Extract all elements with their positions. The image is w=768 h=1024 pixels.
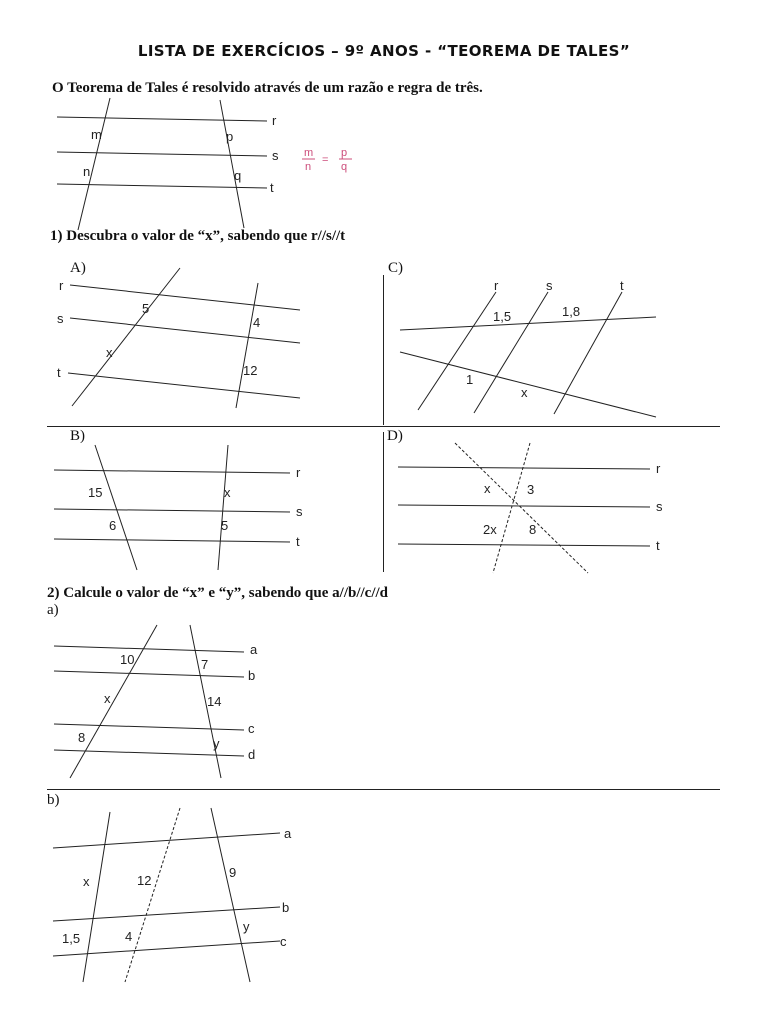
parallel-line-s (57, 152, 267, 156)
formula-den-q: q (341, 161, 348, 173)
line-label-b: b (282, 900, 290, 915)
line-horizontal-1 (400, 317, 656, 330)
line-label-r: r (59, 278, 64, 293)
line-label-r: r (494, 278, 499, 293)
parallel-line-s (54, 509, 290, 512)
intro-text: O Teorema de Tales é resolvido através de um razão e regra de três. (52, 80, 483, 96)
value-12: 12 (137, 873, 152, 888)
value-x: x (106, 345, 113, 360)
transversal-2 (125, 808, 180, 982)
line-label-c: c (248, 721, 255, 736)
line-label-t: t (620, 278, 624, 293)
line-label-a: a (284, 826, 292, 841)
value-14: 14 (207, 694, 222, 709)
value-1-8: 1,8 (562, 304, 581, 319)
value-4: 4 (253, 315, 261, 330)
parallel-line-a (54, 646, 244, 652)
line-label-t: t (57, 365, 61, 380)
value-4: 4 (125, 929, 133, 944)
page-title: LISTA DE EXERCÍCIOS – 9º ANOS - “TEOREMA DE TALES” (137, 42, 631, 60)
line-label-s: s (57, 311, 64, 326)
parallel-line-t (398, 544, 650, 546)
transversal-2 (218, 445, 228, 570)
line-label-s: s (296, 504, 303, 519)
value-1: 1 (466, 372, 474, 387)
formula-num-p: p (341, 147, 348, 159)
ratio-formula (302, 147, 352, 173)
figure-2a (54, 625, 258, 778)
transversal-1 (72, 268, 180, 406)
value-12: 12 (243, 363, 258, 378)
line-label-s: s (546, 278, 553, 293)
line-label-d: d (248, 747, 256, 762)
segment-label-p: p (226, 129, 234, 144)
value-3: 3 (527, 482, 535, 497)
line-label-s: s (656, 499, 663, 514)
part-label-A: A) (70, 260, 86, 276)
line-label-r: r (296, 465, 301, 480)
line-label-b: b (248, 668, 256, 683)
value-1-5: 1,5 (493, 309, 512, 324)
value-6: 6 (109, 518, 117, 533)
value-x: x (83, 874, 90, 889)
parallel-line-r (57, 117, 267, 121)
parallel-line-r (70, 285, 300, 310)
value-x: x (224, 485, 231, 500)
transversal-1 (83, 812, 110, 982)
value-2x: 2x (483, 522, 497, 537)
figure-2b (53, 808, 292, 982)
figure-intro (57, 98, 352, 230)
question-1: 1) Descubra o valor de “x”, sabendo que r//s//t (50, 228, 346, 244)
part-label-B: B) (70, 428, 85, 444)
parallel-line-t (68, 373, 300, 398)
figure-C (400, 278, 656, 417)
line-label-r: r (272, 113, 277, 128)
part-label-2b: b) (47, 792, 60, 808)
parallel-line-r (398, 467, 650, 469)
formula-num-m: m (304, 147, 314, 159)
value-5: 5 (142, 301, 150, 316)
line-label-a: a (250, 642, 258, 657)
parallel-line-s (398, 505, 650, 507)
parallel-line-b (54, 671, 244, 677)
transversal-2 (493, 443, 530, 573)
value-8: 8 (78, 730, 86, 745)
transversal-3 (211, 808, 250, 982)
line-horizontal-2 (400, 352, 656, 417)
value-1-5: 1,5 (62, 931, 81, 946)
value-x: x (484, 481, 491, 496)
segment-label-n: n (83, 164, 91, 179)
line-label-t: t (656, 538, 660, 553)
formula-equals: = (322, 154, 329, 166)
value-15: 15 (88, 485, 103, 500)
value-8: 8 (529, 522, 537, 537)
value-5: 5 (221, 518, 229, 533)
formula-den-n: n (305, 161, 312, 173)
parallel-line-t (54, 539, 290, 542)
part-label-C: C) (388, 260, 403, 276)
figure-A (57, 268, 300, 408)
parallel-line-a (53, 833, 280, 848)
line-label-t: t (270, 180, 274, 195)
parallel-line-r (54, 470, 290, 473)
line-label-t: t (296, 534, 300, 549)
transversal-2 (236, 283, 261, 408)
value-y: y (213, 736, 220, 751)
value-9: 9 (229, 865, 237, 880)
figure-B (54, 445, 303, 570)
line-label-s: s (272, 148, 279, 163)
line-label-r: r (656, 461, 661, 476)
line-label-c: c (280, 934, 287, 949)
segment-label-q: q (234, 168, 242, 183)
figure-D (398, 443, 663, 573)
value-x: x (104, 691, 111, 706)
value-x: x (521, 385, 528, 400)
transversal-2 (220, 100, 244, 228)
value-10: 10 (120, 652, 135, 667)
parallel-line-s (70, 318, 300, 343)
part-label-D: D) (387, 428, 403, 444)
part-label-2a: a) (47, 602, 59, 618)
question-2: 2) Calcule o valor de “x” e “y”, sabendo que a//b//c//d (47, 585, 388, 601)
transversal-1 (455, 443, 588, 573)
value-7: 7 (201, 657, 209, 672)
segment-label-m: m (91, 127, 102, 142)
transversal-1 (95, 445, 137, 570)
value-y: y (243, 919, 250, 934)
parallel-line-r (418, 292, 496, 410)
